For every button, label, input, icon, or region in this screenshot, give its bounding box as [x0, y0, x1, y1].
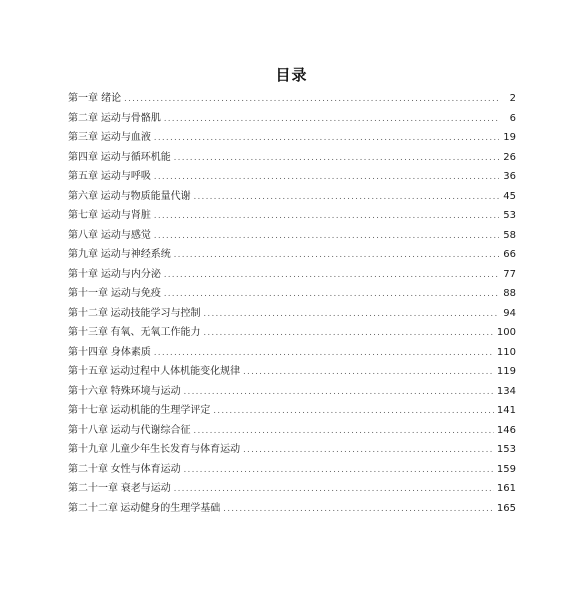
toc-entry [68, 206, 516, 226]
toc-entry [68, 440, 516, 460]
toc-chapter-label: 第九章 [68, 249, 98, 260]
toc-chapter-title: 运动与肾脏 [100, 210, 151, 221]
toc-chapter-label: 第六章 [68, 190, 98, 202]
toc-entry [68, 89, 516, 109]
toc-entry [68, 284, 516, 304]
toc-entry [68, 499, 516, 519]
toc-dot-leader [213, 401, 494, 421]
toc-entry [68, 421, 516, 441]
toc-entry [68, 362, 516, 382]
toc-dot-leader [174, 479, 494, 499]
toc-chapter-title: 运动与内分泌 [100, 268, 161, 280]
toc-dot-leader [223, 499, 494, 519]
toc-page-number: 161 [496, 483, 516, 494]
toc-chapter-title: 衰老与运动 [120, 483, 171, 494]
toc-dot-leader [154, 128, 499, 148]
toc-page-number: 94 [503, 307, 516, 319]
toc-chapter-label: 第十章 [68, 268, 98, 280]
toc-entry [68, 343, 516, 363]
toc-page-number: 26 [503, 151, 516, 163]
toc-entry [68, 479, 516, 499]
toc-chapter-title: 运动与血液 [100, 132, 151, 143]
toc-chapter-label: 第十四章 [68, 346, 108, 358]
toc-chapter-title: 运动与呼吸 [100, 171, 151, 182]
toc-chapter-title: 运动与物质能量代谢 [100, 190, 191, 202]
toc-chapter-title: 运动过程中人体机能变化规律 [110, 366, 241, 377]
toc-dot-leader [174, 245, 499, 265]
toc-page-number: 146 [496, 424, 516, 436]
toc-chapter-title: 运动机能的生理学评定 [110, 405, 211, 416]
toc-chapter-title: 绪论 [101, 93, 122, 104]
toc-chapter-title: 运动与免疫 [110, 288, 161, 299]
toc-chapter-title: 儿童少年生长发育与体育运动 [110, 444, 241, 455]
toc-list [68, 89, 516, 518]
toc-chapter-label: 第五章 [68, 171, 98, 182]
toc-dot-leader [194, 187, 499, 207]
toc-entry [68, 148, 516, 168]
toc-entry [68, 323, 516, 343]
toc-chapter-label: 第十三章 [68, 327, 108, 338]
toc-page-number: 141 [496, 405, 516, 416]
toc-dot-leader [154, 167, 499, 187]
toc-dot-leader [164, 265, 499, 285]
toc-dot-leader [184, 382, 494, 402]
toc-chapter-title: 运动与循环机能 [100, 151, 171, 163]
toc-page-number: 2 [509, 93, 516, 104]
toc-chapter-label: 第三章 [68, 132, 98, 143]
toc-chapter-label: 第四章 [68, 151, 98, 163]
toc-page-number: 159 [496, 463, 516, 475]
toc-chapter-label: 第十八章 [68, 424, 108, 436]
toc-chapter-label: 第二十二章 [68, 502, 118, 514]
toc-entry [68, 245, 516, 265]
toc-page-number: 110 [496, 346, 516, 358]
toc-page-number: 36 [503, 171, 516, 182]
toc-entry [68, 265, 516, 285]
toc-entry [68, 382, 516, 402]
toc-chapter-label: 第十九章 [68, 444, 108, 455]
toc-chapter-label: 第十七章 [68, 405, 108, 416]
toc-page-number: 77 [503, 268, 516, 280]
toc-chapter-title: 运动与感觉 [100, 229, 151, 241]
toc-dot-leader [203, 323, 493, 343]
toc-entry [68, 460, 516, 480]
toc-chapter-title: 运动技能学习与控制 [110, 307, 201, 319]
toc-dot-leader [184, 460, 494, 480]
toc-page-number: 66 [503, 249, 516, 260]
toc-title: 目录 [275, 66, 308, 84]
toc-page-number: 6 [509, 112, 516, 124]
toc-page-number: 165 [496, 502, 516, 514]
toc-dot-leader [164, 284, 499, 304]
toc-entry [68, 167, 516, 187]
toc-page-number: 58 [503, 229, 516, 241]
toc-page-number: 153 [496, 444, 516, 455]
toc-chapter-title: 运动与骨骼肌 [100, 112, 161, 124]
toc-entry [68, 304, 516, 324]
toc-dot-leader [154, 343, 494, 363]
toc-dot-leader [124, 89, 499, 109]
toc-entry [68, 401, 516, 421]
toc-dot-leader [194, 421, 494, 441]
toc-chapter-label: 第八章 [68, 229, 98, 241]
toc-chapter-label: 第七章 [68, 210, 98, 221]
toc-entry [68, 187, 516, 207]
toc-chapter-label: 第一章 [68, 93, 98, 104]
toc-chapter-label: 第十二章 [68, 307, 108, 319]
toc-chapter-label: 第二十一章 [68, 483, 118, 494]
toc-page-number: 119 [496, 366, 516, 377]
toc-dot-leader [174, 148, 499, 168]
toc-page-number: 53 [503, 210, 516, 221]
toc-chapter-label: 第十一章 [68, 288, 108, 299]
toc-chapter-title: 运动与代谢综合征 [110, 424, 191, 436]
toc-entry [68, 226, 516, 246]
toc-dot-leader [154, 206, 499, 226]
toc-dot-leader [154, 226, 499, 246]
toc-chapter-title: 女性与体育运动 [110, 463, 181, 475]
toc-chapter-title: 运动与神经系统 [100, 249, 171, 260]
toc-page-number: 134 [496, 385, 516, 397]
toc-chapter-title: 身体素质 [110, 346, 151, 358]
toc-chapter-label: 第十六章 [68, 385, 108, 397]
toc-chapter-title: 特殊环境与运动 [110, 385, 181, 397]
toc-page-number: 88 [503, 288, 516, 299]
toc-dot-leader [164, 109, 499, 129]
toc-dot-leader [243, 440, 494, 460]
toc-chapter-title: 有氧、无氧工作能力 [110, 327, 201, 338]
toc-page-number: 19 [503, 132, 516, 143]
toc-chapter-title: 运动健身的生理学基础 [120, 502, 221, 514]
toc-chapter-label: 第十五章 [68, 366, 108, 377]
toc-dot-leader [243, 362, 494, 382]
toc-entry [68, 109, 516, 129]
toc-entry [68, 128, 516, 148]
toc-chapter-label: 第二章 [68, 112, 98, 124]
toc-chapter-label: 第二十章 [68, 463, 108, 475]
toc-dot-leader [203, 304, 499, 324]
toc-page-number: 100 [496, 327, 516, 338]
toc-page-number: 45 [503, 190, 516, 202]
